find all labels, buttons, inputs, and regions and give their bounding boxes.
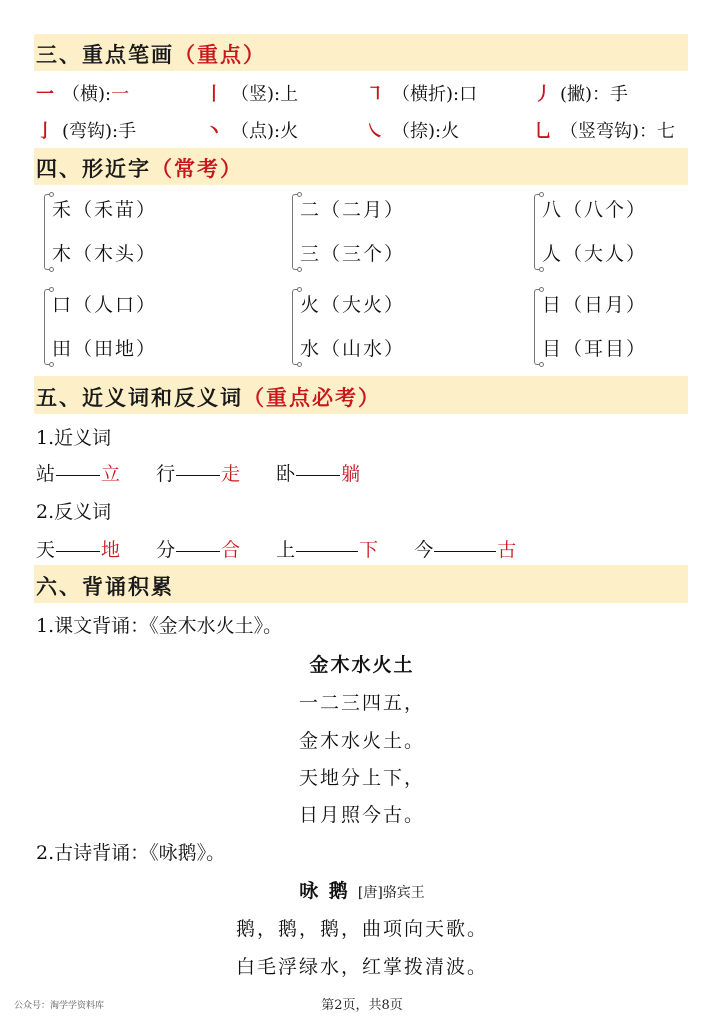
- bracket-icon: [292, 194, 298, 270]
- bracket-icon: [534, 289, 540, 365]
- poem-recitation-label: 2.古诗背诵：《咏鹅》。: [36, 842, 226, 864]
- poem-title: 咏 鹅: [299, 880, 350, 902]
- stroke-horizontal-turn-icon: ㇕: [366, 84, 384, 105]
- text-line: 日月照今古。: [298, 804, 425, 826]
- section5-tag: （重点必考）: [243, 385, 381, 410]
- similar-char-group: 八（八个） 人（大人）: [542, 188, 647, 276]
- stroke-item: 丨 （竖):上: [205, 80, 298, 106]
- section6-title: 六、背诵积累: [36, 574, 174, 599]
- poem-heading: [0, 876, 724, 903]
- bracket-icon: [534, 194, 540, 270]
- text-line: 金木水火土。: [298, 730, 425, 752]
- similar-char-group: 二（二月） 三（三个）: [300, 188, 405, 276]
- text-recitation-label: 1.课文背诵：《金木水火土》。: [36, 615, 283, 637]
- stroke-item: ㇏ （捺):火: [366, 117, 459, 143]
- poem-author: [唐]骆宾王: [357, 885, 425, 901]
- stroke-vertical-icon: 丨: [205, 84, 223, 105]
- stroke-item: 丿 (撇)：手: [534, 80, 628, 106]
- bracket-icon: [44, 289, 50, 365]
- footer-source: 公众号：淘学学资料库: [14, 1001, 105, 1011]
- antonym-pair: 今 古: [414, 539, 517, 561]
- similar-char-group: 火（大火） 水（山水）: [300, 283, 405, 371]
- stroke-left-falling-icon: 丿: [534, 84, 552, 105]
- antonym-pair: 天 地: [36, 539, 121, 561]
- text-title: 金木水火土: [309, 654, 415, 676]
- antonym-pair: 分 合: [156, 539, 241, 561]
- poem-line: 白毛浮绿水，红掌拨清波。: [235, 956, 488, 978]
- stroke-horizontal-icon: 一: [36, 84, 54, 105]
- antonyms-row: [36, 535, 546, 562]
- similar-char-group: 禾（禾苗） 木（木头）: [52, 188, 157, 276]
- synonym-pair: 行 走: [156, 463, 241, 485]
- section5-title: 五、近义词和反义词（重点必考）: [36, 385, 381, 410]
- stroke-bent-hook-icon: 亅: [36, 121, 54, 142]
- section4-tag: （常考）: [151, 156, 243, 181]
- poem-line: 鹅，鹅，鹅，曲项向天歌。: [235, 918, 488, 940]
- stroke-vertical-bent-hook-icon: 乚: [534, 121, 552, 142]
- stroke-item: ㇕ （横折):口: [366, 80, 477, 106]
- page-number: 第2页，共8页: [321, 998, 403, 1013]
- similar-char-group: 口（人口） 田（田地）: [52, 283, 157, 371]
- antonyms-label: 2.反义词: [36, 501, 112, 523]
- synonym-pair: 站 立: [36, 463, 121, 485]
- stroke-item: 乚 （竖弯钩)：七: [534, 117, 675, 143]
- section3-tag: （重点）: [174, 42, 266, 67]
- stroke-item: 丶 （点):火: [205, 117, 298, 143]
- stroke-dot-icon: 丶: [205, 121, 223, 142]
- text-line: 一二三四五，: [298, 692, 425, 714]
- section3-title: 三、重点笔画（重点）: [36, 42, 266, 67]
- bracket-icon: [44, 194, 50, 270]
- antonym-pair: 上 下: [276, 539, 379, 561]
- stroke-item: 一 （横):一: [36, 80, 129, 106]
- stroke-right-falling-icon: ㇏: [366, 121, 384, 142]
- synonyms-row: [36, 459, 390, 486]
- similar-char-group: 日（日月） 目（耳目）: [542, 283, 647, 371]
- text-line: 天地分上下，: [298, 767, 425, 789]
- section4-title: 四、形近字（常考）: [36, 156, 243, 181]
- bracket-icon: [292, 289, 298, 365]
- synonyms-label: 1.近义词: [36, 427, 112, 449]
- synonym-pair: 卧 躺: [276, 463, 361, 485]
- stroke-item: 亅 (弯钩):手: [36, 117, 136, 143]
